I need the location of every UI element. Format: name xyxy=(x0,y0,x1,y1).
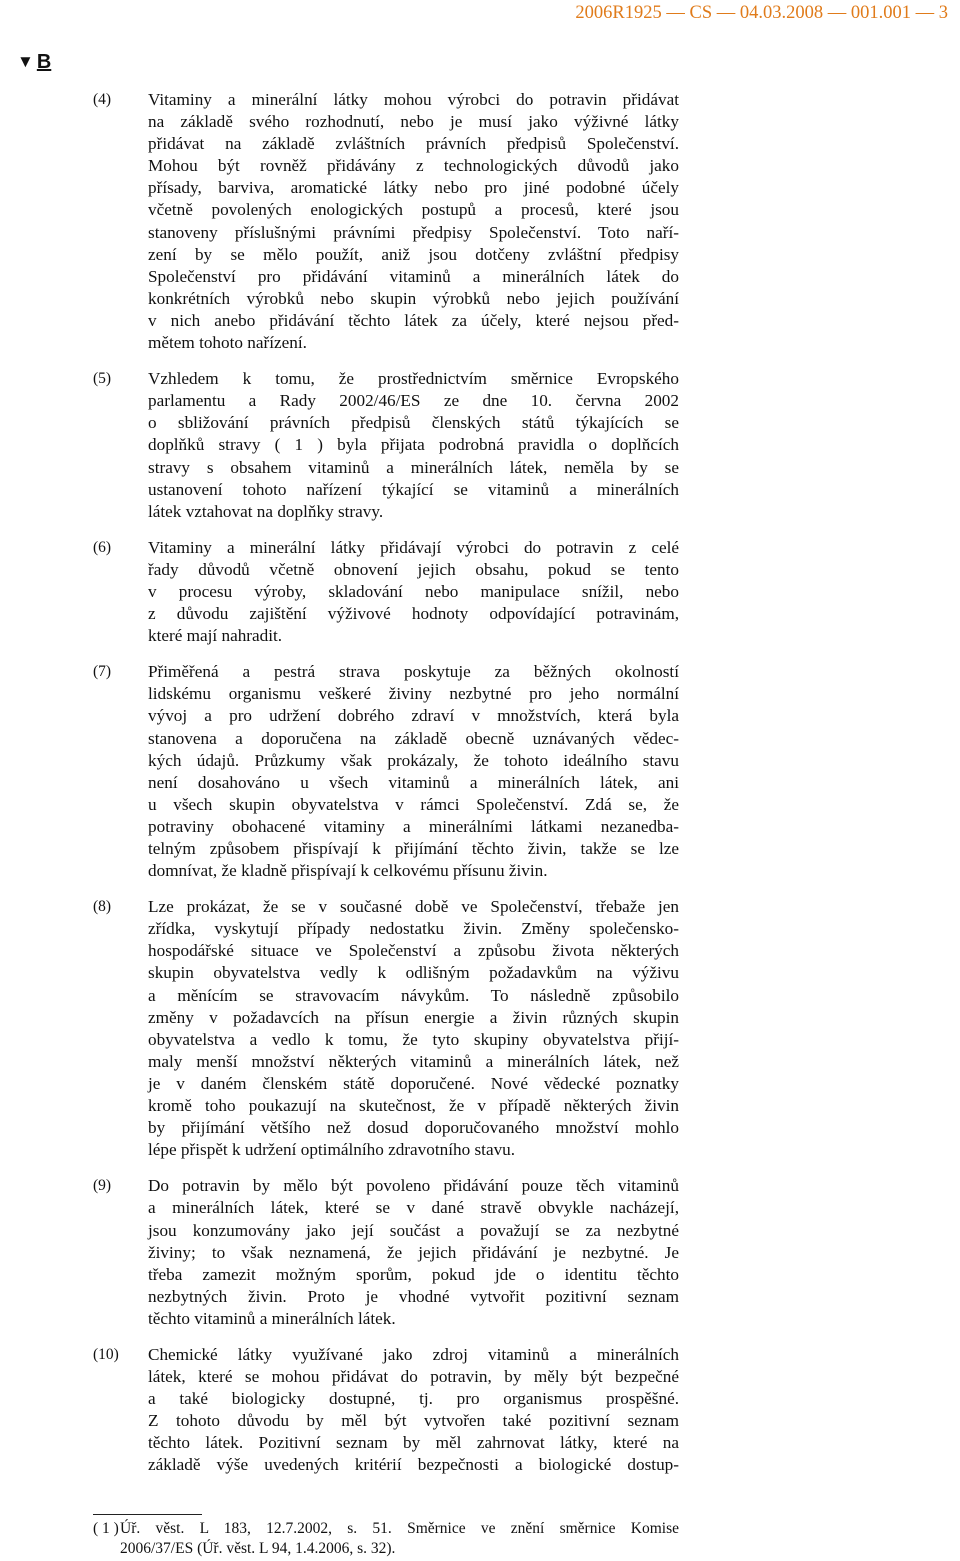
recital-text xyxy=(148,1344,679,1477)
text-line: které mají nahradit. xyxy=(148,626,283,646)
text-line: lépe přispět k udržení optimálního zdravotního stavu. xyxy=(148,1140,516,1160)
text-line: není dosahováno u všech vitaminů a minerálních látek, ani xyxy=(148,772,679,792)
document-header: 2006R1925 — CS — 04.03.2008 — 001.001 — 3 xyxy=(575,3,948,23)
text-line: Z tohoto důvodu by měl být vytvořen také pozitivní seznam xyxy=(148,1411,679,1431)
text-line: o sbližování právních předpisů členských států týkajících se xyxy=(148,413,679,433)
text-line: třeba zamezit možným sporům, pokud jde o identitu těchto xyxy=(148,1264,679,1284)
text-line: základě výše uvedených kritérií bezpečnosti a biologické dostup- xyxy=(148,1455,679,1475)
text-line: vývoj a pro udržení dobrého zdraví v množstvích, která byla xyxy=(148,706,679,726)
footnote-line: Úř. věst. L 183, 12.7.2002, s. 51. Směrnice ve znění směrnice Komise xyxy=(120,1520,679,1537)
recital xyxy=(0,896,960,1161)
text-line: hospodářské situace ve Společenství a způsobu života některých xyxy=(148,941,679,961)
recital xyxy=(0,368,960,523)
text-line: telným způsobem přispívají k přijímání těchto živin, takže se lze xyxy=(148,839,679,858)
recital xyxy=(0,661,960,882)
text-line: stanoveny příslušnými právními předpisy Společenství. Toto naří- xyxy=(148,222,679,242)
text-line: kých údajů. Průzkumy však prokázaly, že tohoto ideálního stavu xyxy=(148,750,679,770)
footnote xyxy=(93,1519,679,1559)
footnote-number: ( 1 ) xyxy=(93,1520,119,1537)
text-line: mětem tohoto nařízení. xyxy=(148,333,307,353)
text-line: konkrétních výrobků nebo skupin výrobků nebo jejich používání xyxy=(148,288,679,308)
text-line: Vitaminy a minerální látky mohou výrobci do potravin přidávat xyxy=(148,90,679,109)
text-line: přísady, barviva, aromatické látky nebo pro jiné podobné účely xyxy=(148,178,679,198)
recital-number: (8) xyxy=(93,898,112,916)
text-line: jsou konzumovány jako její součást a považují se za nezbytné xyxy=(148,1220,679,1240)
recital-number: (4) xyxy=(93,91,112,108)
text-line: potraviny obohacené vitaminy a minerálními látkami nezanedba- xyxy=(148,816,679,836)
text-line: v procesu výroby, skladování nebo manipulace snížil, nebo xyxy=(148,581,679,601)
amendment-marker-letter: B xyxy=(36,51,52,73)
text-line: těchto vitaminů a minerálních látek. xyxy=(148,1308,396,1328)
text-line: je v daném členském státě doporučené. Nové vědecké poznatky xyxy=(148,1073,679,1093)
text-line: živiny; to však neznamená, že jejich přidávání je nezbytné. Je xyxy=(148,1242,679,1262)
recital xyxy=(0,1175,960,1330)
recital-text xyxy=(148,368,679,523)
text-line: Chemické látky využívané jako zdroj vitaminů a minerálních xyxy=(148,1344,679,1364)
text-line: Lze prokázat, že se v současné době ve Společenství, třebaže jen xyxy=(148,897,679,917)
recital-text xyxy=(148,1175,679,1330)
text-line: a minerálních látek, které se v dané stravě obvykle nacházejí, xyxy=(148,1198,679,1218)
text-line: lidskému organismu veškeré živiny nezbytné pro jeho normální xyxy=(148,684,679,704)
footnote-text xyxy=(120,1519,679,1559)
recital-number: (5) xyxy=(93,370,112,388)
text-line: přidávat na základě zvláštních právních předpisů Společenství. xyxy=(148,134,679,154)
text-line: Mohou být rovněž přidávány z technologických důvodů jako xyxy=(148,156,679,176)
text-line: stanovena a doporučena na základě obecně uznávaných vědec- xyxy=(148,728,679,748)
recital-text xyxy=(148,89,679,354)
text-line: Společenství pro přidávání vitaminů a minerálních látek do xyxy=(148,266,679,286)
text-line: ustanovení tohoto nařízení týkající se vitaminů a minerálních xyxy=(148,479,679,499)
text-line: z důvodu zajištění výživové hodnoty odpovídající potravinám, xyxy=(148,604,679,624)
text-line: obyvatelstva a vedlo k tomu, že tyto skupiny obyvatelstva přijí- xyxy=(148,1029,679,1049)
recital-text xyxy=(148,896,679,1161)
text-line: látek vztahovat na doplňky stravy. xyxy=(148,501,384,521)
recital-text xyxy=(148,537,679,647)
text-line: v nich anebo přidávání těchto látek za účely, které nejsou před- xyxy=(148,310,679,330)
text-line: látek, které se mohou přidávat do potravin, by měly být bezpečné xyxy=(148,1367,679,1387)
recital-number: (6) xyxy=(93,538,112,556)
text-line: Přiměřená a pestrá strava poskytuje za běžných okolností xyxy=(148,662,679,682)
text-line: Vitaminy a minerální látky přidávají výrobci do potravin z celé xyxy=(148,537,679,557)
text-line: na základě svého rozhodnutí, nebo je musí jako výživné látky xyxy=(148,112,679,132)
text-line: Do potravin by mělo být povoleno přidávání pouze těch vitaminů xyxy=(148,1176,679,1196)
recitals-list xyxy=(0,89,960,1491)
recital xyxy=(0,537,960,647)
text-line: včetně povolených enologických postupů a procesů, které jsou xyxy=(148,200,679,220)
text-line: nezbytných živin. Proto je vhodné vytvořit pozitivní seznam xyxy=(148,1286,679,1306)
recital xyxy=(0,89,960,354)
recital-number: (7) xyxy=(93,663,112,681)
text-line: parlamentu a Rady 2002/46/ES ze dne 10. června 2002 xyxy=(148,391,679,411)
text-line: změny v požadavcích na přísun energie a živin různých skupin xyxy=(148,1007,679,1027)
text-line: by přijímání většího než dosud doporučovaného množství mohlo xyxy=(148,1118,679,1138)
text-line: doplňků stravy ( 1 ) byla přijata podrobná pravidla o doplňcích xyxy=(148,435,679,455)
recital xyxy=(0,1344,960,1477)
text-line: domnívat, že kladně přispívají k celkovému přísunu živin. xyxy=(148,861,548,881)
text-line: řady důvodů včetně obnovení jejich obsahu, pokud se tento xyxy=(148,559,679,579)
text-line: maly menší množství některých vitaminů a minerálních látek, než xyxy=(148,1051,679,1071)
text-line: kromě toho poukazují na skutečnost, že v případě některých živin xyxy=(148,1096,679,1116)
text-line: zřídka, vyskytují případy nedostatku živin. Změny společensko- xyxy=(148,919,679,939)
text-line: a také biologicky dostupné, tj. pro organismus prospěšné. xyxy=(148,1389,679,1409)
footnote-separator xyxy=(93,1514,202,1515)
recital-number: (9) xyxy=(93,1177,112,1195)
triangle-down-icon: ▼ xyxy=(17,52,34,71)
text-line: zení by se mělo použít, aniž jsou dotčeny zvláštní předpisy xyxy=(148,244,679,264)
text-line: Vzhledem k tomu, že prostřednictvím směrnice Evropského xyxy=(148,369,679,389)
text-line: skupin obyvatelstva vedly k odlišným požadavkům na výživu xyxy=(148,963,679,983)
footnote-line: 2006/37/ES (Úř. věst. L 94, 1.4.2006, s. 32). xyxy=(120,1540,396,1557)
text-line: u všech skupin obyvatelstva v rámci Společenství. Zdá se, že xyxy=(148,794,679,814)
recital-text xyxy=(148,661,679,882)
amendment-marker xyxy=(17,50,51,75)
recital-number: (10) xyxy=(93,1345,119,1363)
text-line: těchto látek. Pozitivní seznam by měl zahrnovat látky, které na xyxy=(148,1433,679,1453)
text-line: a měnícím se stravovacím návykům. To následně způsobilo xyxy=(148,985,679,1005)
text-line: stravy s obsahem vitaminů a minerálních látek, neměla by se xyxy=(148,457,679,477)
